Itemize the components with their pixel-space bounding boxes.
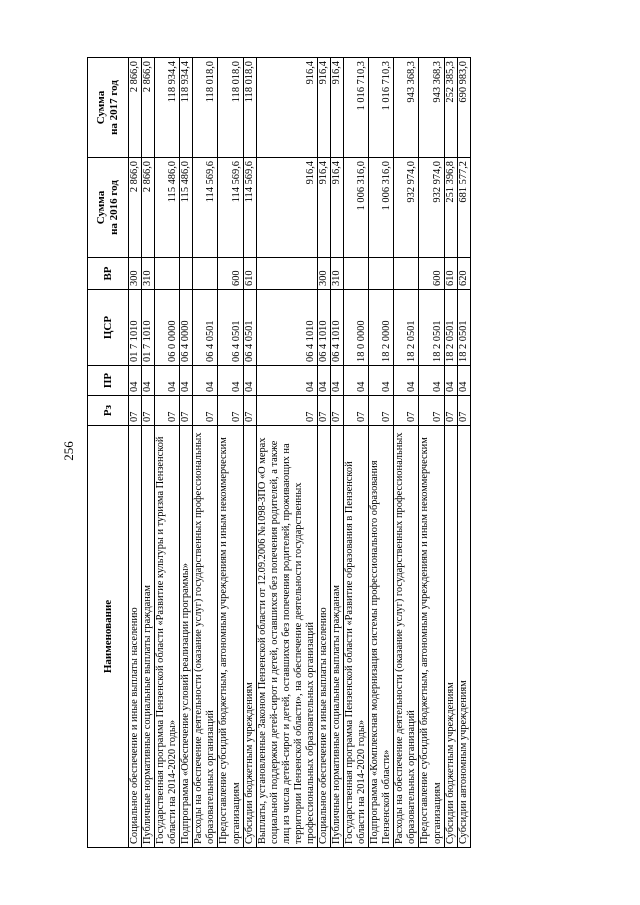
table-row (180, 58, 193, 848)
cell-csr: 06 4 0000 (180, 290, 193, 366)
table-row (331, 58, 344, 848)
cell-vr: 300 (317, 258, 330, 290)
cell-sum-2017: 118 018,0 (243, 58, 256, 158)
cell-vr: 610 (444, 258, 457, 290)
cell-rz: 07 (243, 396, 256, 426)
cell-pr: 04 (142, 366, 155, 396)
header-vr: ВР (88, 258, 129, 290)
header-sum-2017 (88, 58, 129, 158)
cell-csr: 01 7 1010 (129, 290, 142, 366)
table-row (444, 58, 457, 848)
header-sum-2016-line2: на 2016 год (108, 180, 120, 235)
header-rz: Рз (88, 396, 129, 426)
table-row (142, 58, 155, 848)
table-row (344, 58, 369, 848)
cell-vr: 620 (457, 258, 470, 290)
table-row (129, 58, 142, 848)
cell-csr: 06 4 1010 (331, 290, 344, 366)
cell-rz: 07 (256, 396, 317, 426)
cell-sum-2016: 916,4 (331, 158, 344, 258)
cell-sum-2017: 1 016 710,3 (369, 58, 394, 158)
header-sum-2016-line1: Сумма (95, 190, 108, 225)
cell-sum-2017: 118 018,0 (193, 58, 218, 158)
cell-rz: 07 (129, 396, 142, 426)
cell-sum-2016: 681 577,2 (457, 158, 470, 258)
cell-vr: 300 (129, 258, 142, 290)
cell-vr (344, 258, 369, 290)
cell-sum-2017: 118 934,4 (155, 58, 180, 158)
cell-vr: 600 (218, 258, 243, 290)
cell-csr: 18 2 0501 (419, 290, 444, 366)
cell-sum-2016: 114 569,6 (243, 158, 256, 258)
cell-csr: 18 2 0501 (394, 290, 419, 366)
cell-pr: 04 (369, 366, 394, 396)
cell-name: Социальное обеспечение и иные выплаты населению (129, 426, 142, 848)
cell-sum-2016: 1 006 316,0 (344, 158, 369, 258)
cell-rz: 07 (193, 396, 218, 426)
cell-sum-2017: 1 016 710,3 (344, 58, 369, 158)
cell-rz: 07 (218, 396, 243, 426)
cell-sum-2016: 2 866,0 (142, 158, 155, 258)
cell-name: Государственная программа Пензенской области «Развитие образования в Пензенской области на 2014-2020 годы» (344, 426, 369, 848)
cell-vr: 310 (142, 258, 155, 290)
cell-sum-2016: 1 006 316,0 (369, 158, 394, 258)
cell-name: Предоставление субсидий бюджетным, автономным учреждениям и иным некоммерческим организациям (419, 426, 444, 848)
cell-rz: 07 (155, 396, 180, 426)
cell-name: Предоставление субсидий бюджетным, автономным учреждениям и иным некоммерческим организациям (218, 426, 243, 848)
cell-name: Выплаты, установленные Законом Пензенской области от 12.09.2006 №1098-ЗПО «О мерах социальной поддержки детей-сирот и детей, оставшихся без попечения родителей, а также лиц из числа детей-сирот и детей, оставшихся без попечения родителей, проживающих на территории Пензенской области», на обеспечение деятельности государственных профессиональных образовательных организаций (256, 426, 317, 848)
header-sum-2016 (88, 158, 129, 258)
cell-csr: 06 4 1010 (317, 290, 330, 366)
cell-csr: 01 7 1010 (142, 290, 155, 366)
cell-sum-2017: 252 385,3 (444, 58, 457, 158)
table-header-row (88, 58, 129, 848)
header-sum-2017-line2: на 2017 год (108, 80, 120, 135)
cell-vr: 610 (243, 258, 256, 290)
cell-csr: 06 0 0000 (155, 290, 180, 366)
header-name: Наименование (88, 426, 129, 848)
table-row (369, 58, 394, 848)
cell-pr: 04 (193, 366, 218, 396)
cell-rz: 07 (180, 396, 193, 426)
cell-pr: 04 (155, 366, 180, 396)
cell-pr: 04 (256, 366, 317, 396)
table-row (419, 58, 444, 848)
cell-csr: 18 2 0501 (457, 290, 470, 366)
cell-sum-2017: 943 368,3 (419, 58, 444, 158)
table-row (317, 58, 330, 848)
cell-vr (193, 258, 218, 290)
cell-sum-2016: 932 974,0 (394, 158, 419, 258)
cell-sum-2017: 690 983,0 (457, 58, 470, 158)
cell-name: Расходы на обеспечение деятельности (оказание услуг) государственных профессиональных образовательных организаций (193, 426, 218, 848)
cell-sum-2017: 2 866,0 (129, 58, 142, 158)
header-pr: ПР (88, 366, 129, 396)
cell-name: Публичные нормативные социальные выплаты гражданам (331, 426, 344, 848)
table-row (218, 58, 243, 848)
cell-rz: 07 (394, 396, 419, 426)
cell-rz: 07 (317, 396, 330, 426)
cell-sum-2017: 118 018,0 (218, 58, 243, 158)
cell-vr (256, 258, 317, 290)
cell-sum-2016: 114 569,6 (218, 158, 243, 258)
cell-pr: 04 (129, 366, 142, 396)
cell-rz: 07 (344, 396, 369, 426)
cell-name: Субсидии бюджетным учреждениям (243, 426, 256, 848)
cell-pr: 04 (331, 366, 344, 396)
cell-rz: 07 (142, 396, 155, 426)
cell-pr: 04 (444, 366, 457, 396)
cell-sum-2017: 943 368,3 (394, 58, 419, 158)
page-number: 256 (61, 441, 76, 461)
cell-csr: 06 4 0501 (218, 290, 243, 366)
table-row (256, 58, 317, 848)
cell-name: Расходы на обеспечение деятельности (оказание услуг) государственных профессиональных образовательных организаций (394, 426, 419, 848)
cell-sum-2017: 2 866,0 (142, 58, 155, 158)
cell-sum-2017: 916,4 (256, 58, 317, 158)
cell-sum-2016: 916,4 (256, 158, 317, 258)
table-row (394, 58, 419, 848)
cell-vr (155, 258, 180, 290)
cell-rz: 07 (369, 396, 394, 426)
cell-vr: 600 (419, 258, 444, 290)
cell-pr: 04 (180, 366, 193, 396)
cell-pr: 04 (457, 366, 470, 396)
cell-sum-2016: 114 569,6 (193, 158, 218, 258)
table-row (243, 58, 256, 848)
cell-pr: 04 (317, 366, 330, 396)
cell-name: Государственная программа Пензенской области «Развитие культуры и туризма Пензенской области на 2014-2020 годы» (155, 426, 180, 848)
cell-sum-2016: 115 486,0 (180, 158, 193, 258)
cell-name: Подпрограмма «Обеспечение условий реализации программы» (180, 426, 193, 848)
cell-sum-2016: 2 866,0 (129, 158, 142, 258)
cell-sum-2016: 115 486,0 (155, 158, 180, 258)
cell-csr: 18 2 0501 (444, 290, 457, 366)
cell-pr: 04 (243, 366, 256, 396)
cell-name: Социальное обеспечение и иные выплаты населению (317, 426, 330, 848)
cell-csr: 18 2 0000 (369, 290, 394, 366)
cell-csr: 06 4 0501 (193, 290, 218, 366)
cell-csr: 06 4 0501 (243, 290, 256, 366)
cell-vr (180, 258, 193, 290)
cell-pr: 04 (394, 366, 419, 396)
cell-vr: 310 (331, 258, 344, 290)
cell-name: Субсидии бюджетным учреждениям (444, 426, 457, 848)
cell-csr: 06 4 1010 (256, 290, 317, 366)
cell-rz: 07 (457, 396, 470, 426)
cell-sum-2016: 251 396,8 (444, 158, 457, 258)
cell-pr: 04 (218, 366, 243, 396)
budget-table (87, 57, 471, 848)
table-row (457, 58, 470, 848)
header-sum-2017-line1: Сумма (95, 90, 108, 125)
cell-pr: 04 (419, 366, 444, 396)
cell-sum-2017: 916,4 (317, 58, 330, 158)
cell-name: Субсидии автономным учреждениям (457, 426, 470, 848)
cell-csr: 18 0 0000 (344, 290, 369, 366)
cell-sum-2017: 916,4 (331, 58, 344, 158)
cell-name: Подпрограмма «Комплексная модернизация системы профессионального образования Пензенской области» (369, 426, 394, 848)
cell-rz: 07 (331, 396, 344, 426)
cell-name: Публичные нормативные социальные выплаты гражданам (142, 426, 155, 848)
cell-sum-2017: 118 934,4 (180, 58, 193, 158)
rotated-page-content (87, 58, 529, 848)
cell-rz: 07 (444, 396, 457, 426)
table-row (193, 58, 218, 848)
table-row (155, 58, 180, 848)
header-csr: ЦСР (88, 290, 129, 366)
cell-sum-2016: 932 974,0 (419, 158, 444, 258)
cell-sum-2016: 916,4 (317, 158, 330, 258)
cell-vr (369, 258, 394, 290)
cell-rz: 07 (419, 396, 444, 426)
cell-pr: 04 (344, 366, 369, 396)
cell-vr (394, 258, 419, 290)
